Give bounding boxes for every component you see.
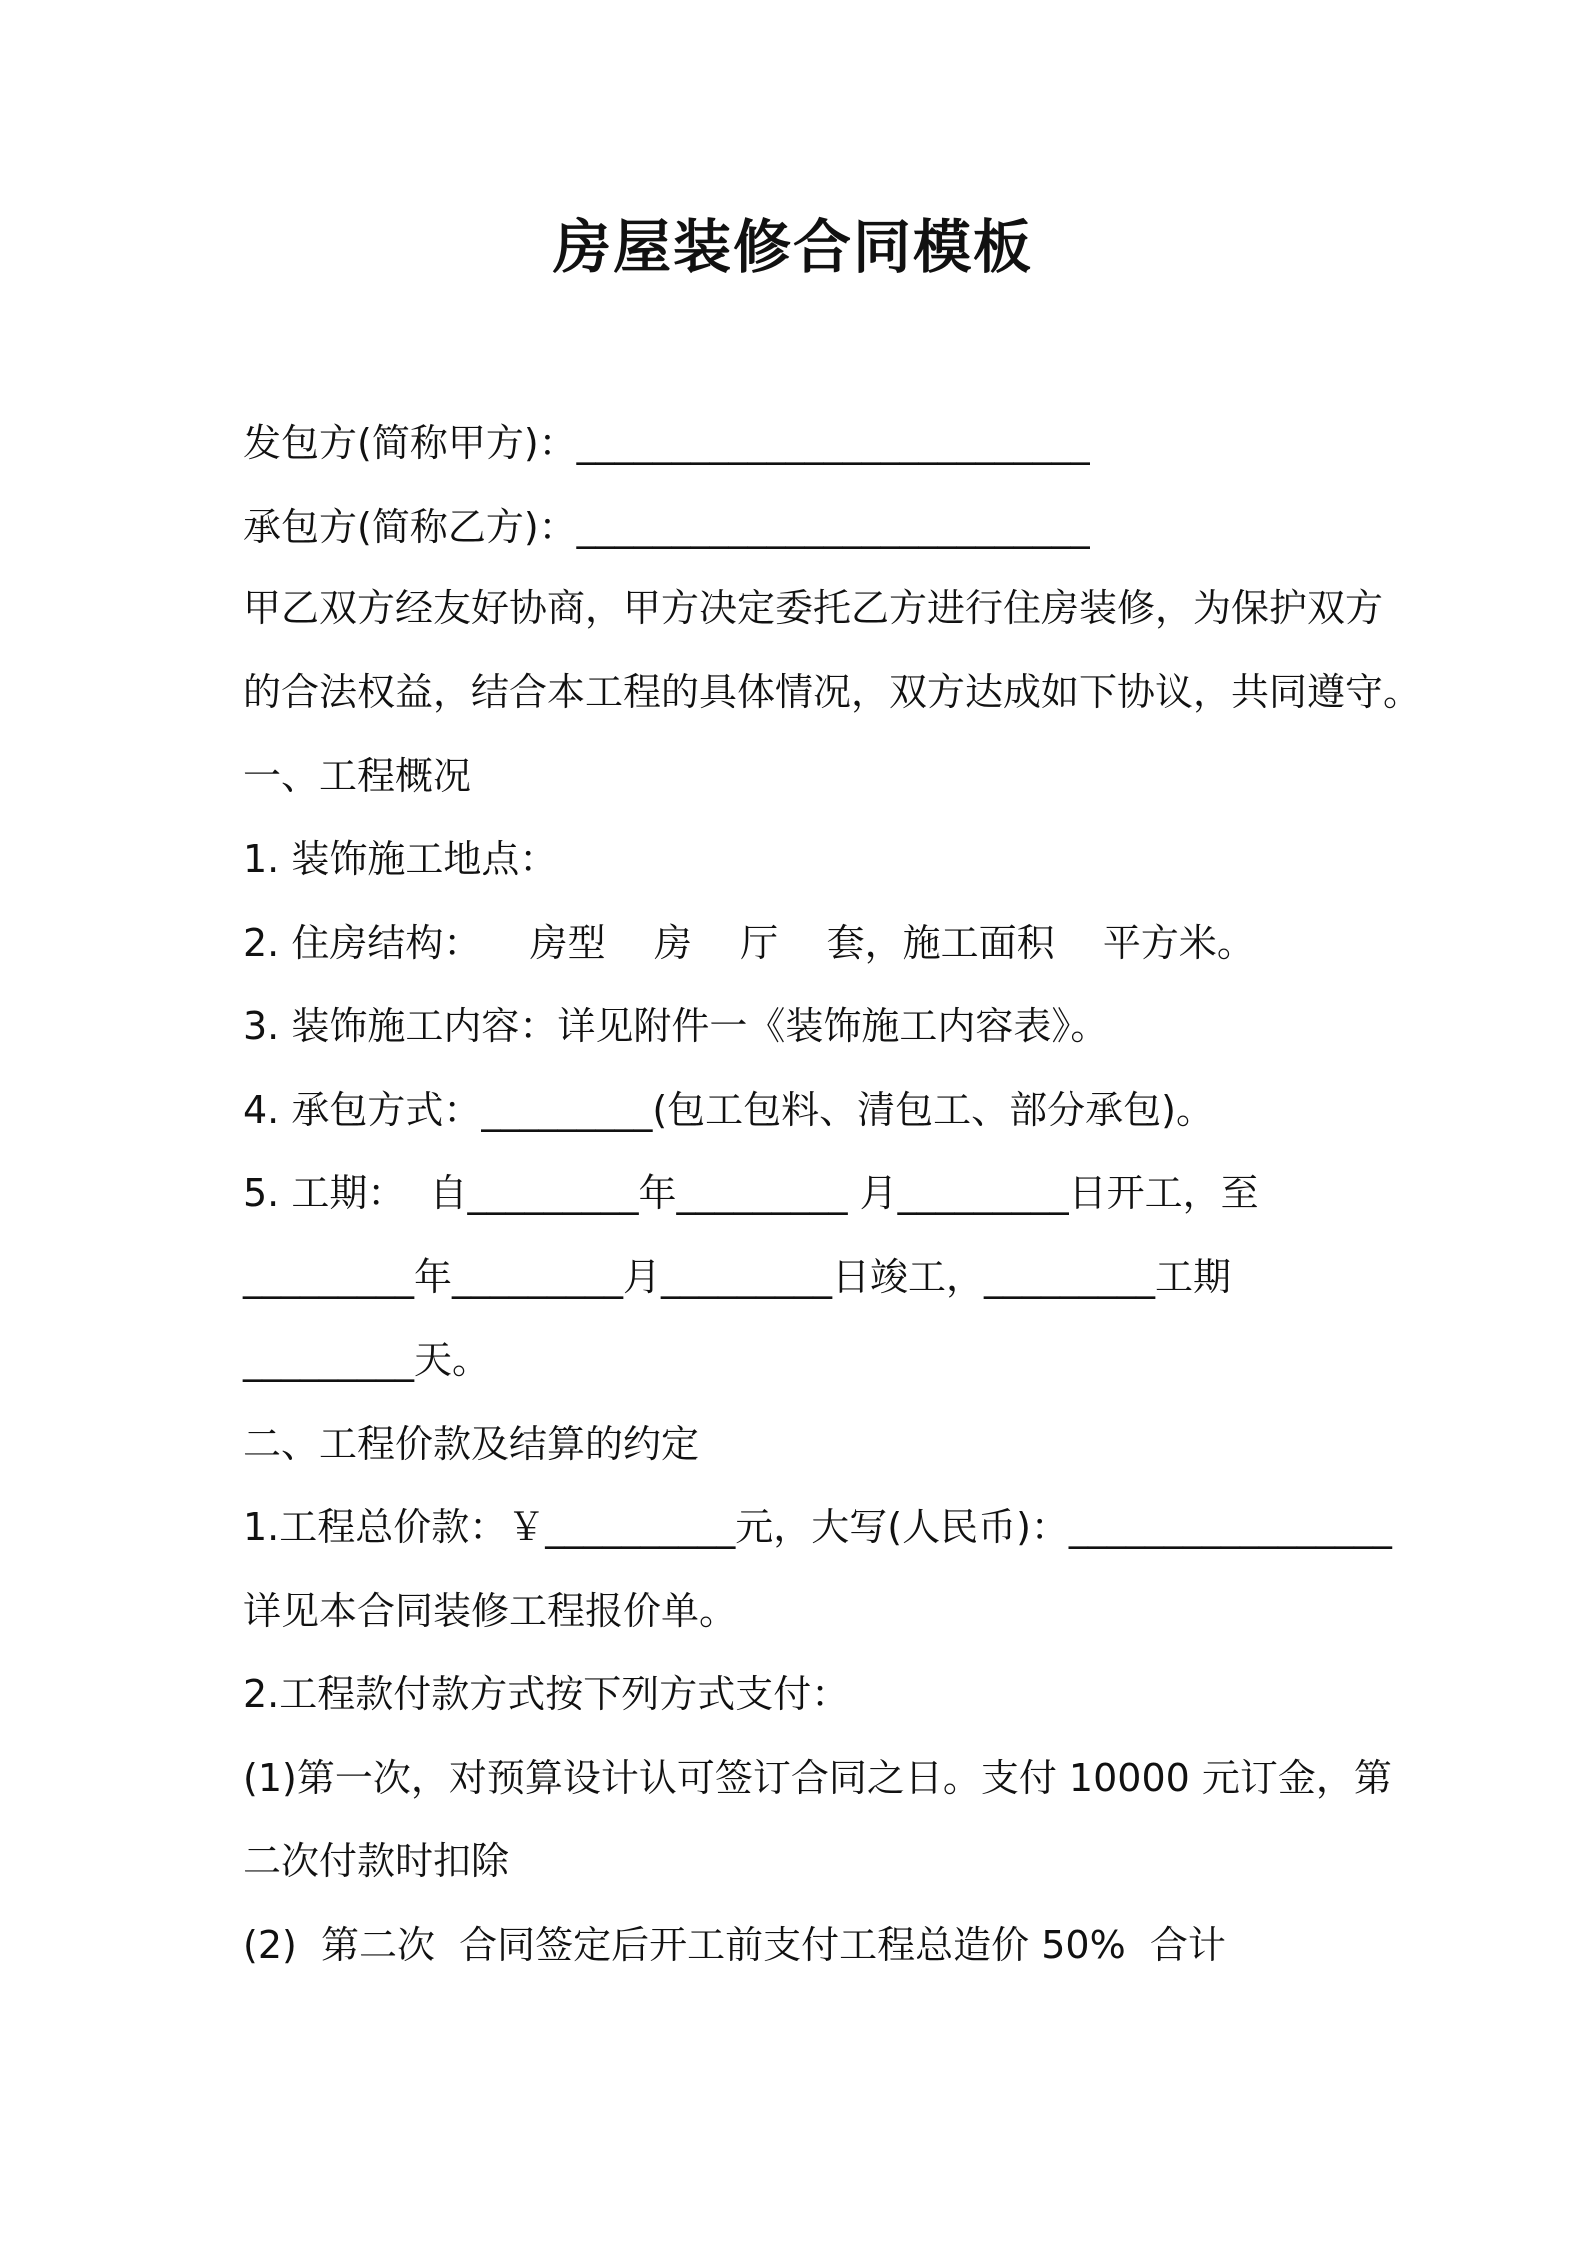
payment-1-line-1: (1)第一次，对预算设计认可签订合同之日。支付 10000 元订金，第 — [243, 1756, 1392, 1800]
section-1-heading: 一、工程概况 — [243, 754, 472, 798]
clause-1-3: 3. 装饰施工内容：详见附件一《装饰施工内容表》。 — [243, 1004, 1109, 1048]
clause-1-4: 4. 承包方式：_________(包工包料、清包工、部分承包)。 — [243, 1088, 1214, 1132]
clause-1-5-line-3: _________天。 — [243, 1338, 491, 1382]
intro-paragraph-line-2: 的合法权益，结合本工程的具体情况，双方达成如下协议，共同遵守。 — [243, 670, 1422, 714]
payment-2-line-1: (2) 第二次 合同签定后开工前支付工程总造价 50% 合计 — [243, 1923, 1226, 1967]
clause-2-2: 2.工程款付款方式按下列方式支付： — [243, 1672, 850, 1716]
clause-1-1: 1. 装饰施工地点： — [243, 837, 558, 881]
party-b-line: 承包方(简称乙方)：___________________________ — [243, 505, 1090, 549]
clause-1-5-line-1: 5. 工期： 自_________年_________ 月_________日开工，至 — [243, 1171, 1259, 1215]
section-2-heading: 二、工程价款及结算的约定 — [243, 1422, 700, 1466]
clause-1-5-line-2: _________年_________月_________日竣工，_________工期 — [243, 1255, 1232, 1299]
party-a-line: 发包方(简称甲方)：___________________________ — [243, 421, 1090, 465]
clause-2-1-line-1: 1.工程总价款：￥__________元，大写(人民币)：_________________ — [243, 1505, 1392, 1549]
clause-2-1-line-2: 详见本合同装修工程报价单。 — [243, 1589, 738, 1633]
intro-paragraph-line-1: 甲乙双方经友好协商，甲方决定委托乙方进行住房装修，为保护双方 — [243, 586, 1384, 630]
payment-1-line-2: 二次付款时扣除 — [243, 1839, 510, 1883]
clause-1-2: 2. 住房结构： 房型 房 厅 套，施工面积 平方米。 — [243, 921, 1255, 965]
document-title: 房屋装修合同模板 — [552, 213, 1033, 281]
